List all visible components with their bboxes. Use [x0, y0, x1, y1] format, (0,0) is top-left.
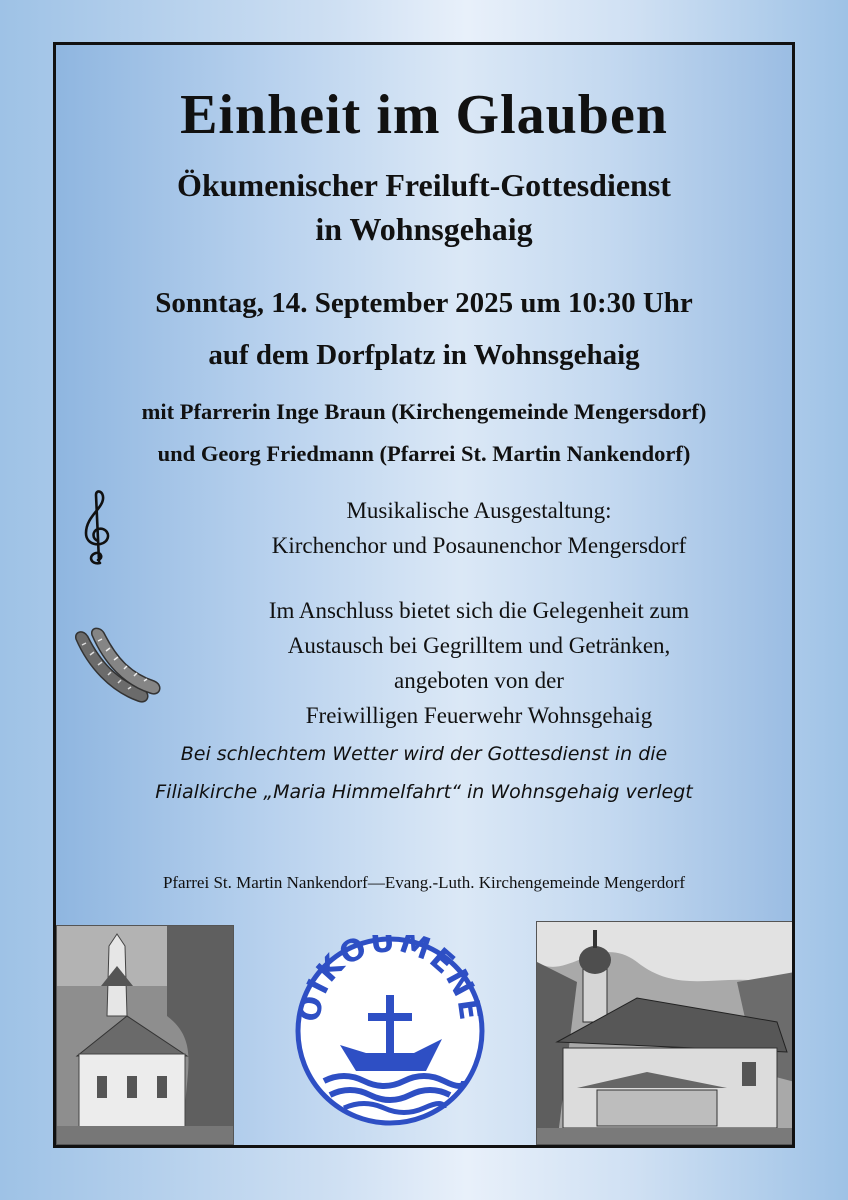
oikoumene-logo: [294, 935, 486, 1127]
after-service-info: [186, 593, 772, 733]
weather-line-1: Bei schlechtem Wetter wird der Gottesdienst in die: [180, 743, 668, 765]
event-place: auf dem Dorfplatz in Wohnsgehaig: [208, 339, 640, 371]
officiants: [56, 391, 792, 475]
treble-clef-icon: [78, 489, 118, 569]
officiant-2: und Georg Friedmann (Pfarrei St. Martin Nankendorf): [157, 441, 691, 466]
music-line-1: Musikalische Ausgestaltung:: [346, 498, 612, 523]
church-photo-right: [536, 921, 795, 1145]
music-line-2: Kirchenchor und Posaunenchor Mengersdorf: [271, 533, 687, 558]
church-photo-left: [56, 925, 234, 1145]
after-line-2: Austausch bei Gegrilltem und Getränken,: [287, 633, 671, 658]
after-line-1: Im Anschluss bietet sich die Gelegenheit zum: [268, 598, 690, 623]
weather-line-2: Filialkirche „Maria Himmelfahrt“ in Wohnsgehaig verlegt: [155, 781, 693, 803]
after-line-4: Freiwilligen Feuerwehr Wohnsgehaig: [305, 703, 653, 728]
officiant-1: mit Pfarrerin Inge Braun (Kirchengemeinde Mengersdorf): [141, 399, 707, 424]
subtitle-line-1: Ökumenischer Freiluft-Gottesdienst: [177, 167, 671, 203]
organizers-footer: Pfarrei St. Martin Nankendorf—Evang.-Luth. Kirchengemeinde Mengerdorf: [162, 873, 686, 892]
event-date-place: [56, 277, 792, 381]
logo-text: OIKOUMENE: [294, 935, 486, 1025]
music-info: [186, 493, 772, 563]
sausages-icon: [70, 627, 162, 707]
poster-title: Einheit im Glauben: [180, 84, 668, 146]
after-line-3: angeboten von der: [394, 668, 564, 693]
bad-weather-note: [56, 735, 792, 811]
poster-subtitle: [56, 163, 792, 251]
event-date: Sonntag, 14. September 2025 um 10:30 Uhr: [155, 287, 693, 319]
subtitle-line-2: in Wohnsgehaig: [315, 211, 533, 247]
poster-frame: [53, 42, 795, 1148]
